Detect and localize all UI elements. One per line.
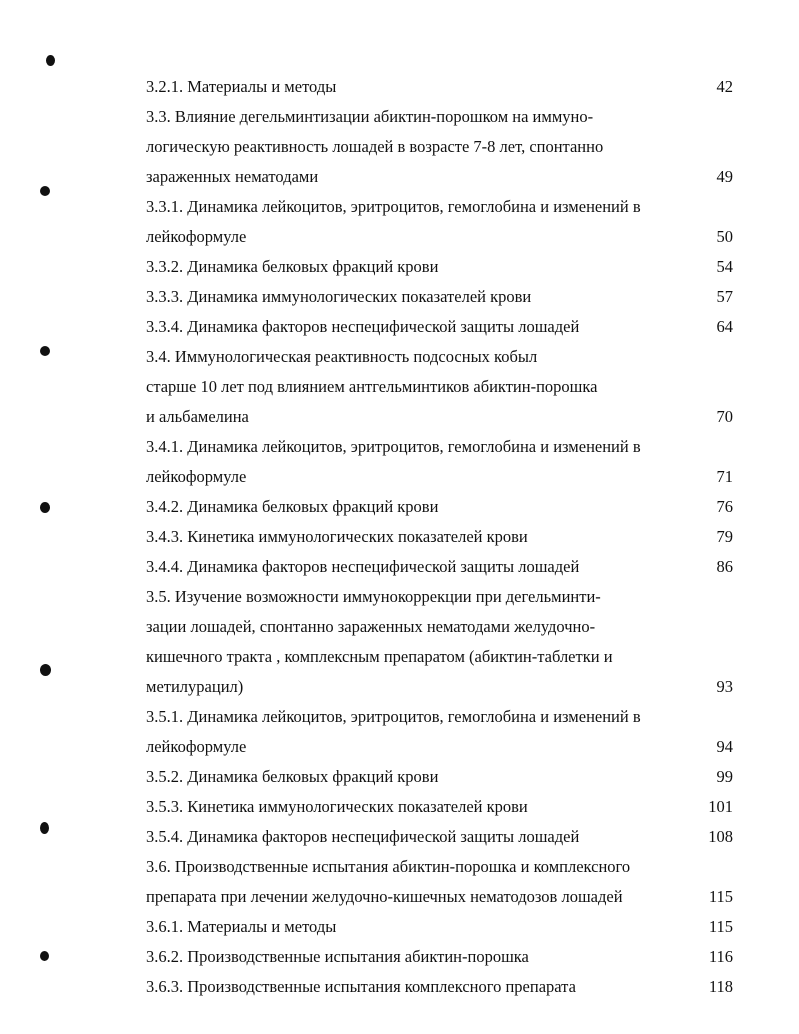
binding-hole [40, 186, 50, 196]
toc-entry-line: препарата при лечении желудочно-кишечных нематодозов лошадей [146, 887, 623, 906]
toc-page-number: 76 [716, 497, 733, 516]
toc-page-number: 70 [716, 407, 733, 426]
toc-page-number: 93 [716, 677, 733, 696]
toc-entry-line: 3.2.1. Материалы и методы [146, 77, 337, 96]
toc-entry-line: логическую реактивность лошадей в возрасте 7-8 лет, спонтанно [146, 137, 604, 156]
toc-page-number: 71 [716, 467, 733, 486]
toc-entry-line: зации лошадей, спонтанно зараженных нематодами желудочно- [146, 617, 596, 636]
toc-entry-line: 3.5.4. Динамика факторов неспецифической защиты лошадей [146, 827, 580, 846]
toc-entry-line: метилурацил) [146, 677, 244, 696]
toc-page-number: 99 [716, 767, 733, 786]
toc-entry-line: 3.4.3. Кинетика иммунологических показателей крови [146, 527, 528, 546]
toc-entry-line: и альбамелина [146, 407, 249, 426]
toc-entry-line: 3.3.1. Динамика лейкоцитов, эритроцитов, гемоглобина и изменений в [146, 197, 641, 216]
toc-entry-line: лейкоформуле [146, 467, 247, 486]
binding-hole [46, 55, 55, 66]
toc-entry-line: 3.5. Изучение возможности иммунокоррекции при дегельминти- [146, 587, 601, 606]
toc-page-number: 49 [716, 167, 733, 186]
toc-entry-line: 3.4.2. Динамика белковых фракций крови [146, 497, 439, 516]
toc-entry-line: 3.5.3. Кинетика иммунологических показателей крови [146, 797, 528, 816]
toc-page-number: 57 [716, 287, 733, 306]
toc-entry-line: 3.4. Иммунологическая реактивность подсосных кобыл [146, 347, 538, 366]
binding-hole [40, 822, 49, 834]
toc-entry-line: 3.6.3. Производственные испытания комплексного препарата [146, 977, 576, 996]
toc-page-number: 54 [716, 257, 733, 276]
toc-page-number: 42 [716, 77, 733, 96]
toc-page-number: 94 [716, 737, 733, 756]
binding-hole [40, 951, 49, 961]
binding-hole [40, 664, 51, 676]
toc-entry-line: зараженных нематодами [146, 167, 319, 186]
toc-page-number: 115 [708, 887, 733, 906]
toc-page-number: 50 [716, 227, 733, 246]
toc-page-number: 86 [716, 557, 733, 576]
toc-entry-line: лейкоформуле [146, 227, 247, 246]
toc-entry-line: 3.6.1. Материалы и методы [146, 917, 337, 936]
toc-entry-line: 3.6.2. Производственные испытания абиктин-порошка [146, 947, 529, 966]
toc-page-number: 118 [708, 977, 733, 996]
toc-page-number: 108 [708, 827, 733, 846]
toc-page-number: 115 [708, 917, 733, 936]
toc-entry-line: 3.4.1. Динамика лейкоцитов, эритроцитов, гемоглобина и изменений в [146, 437, 641, 456]
toc-page-number: 101 [708, 797, 733, 816]
toc-entry-line: 3.3.3. Динамика иммунологических показателей крови [146, 287, 532, 306]
toc-entry-line: 3.5.2. Динамика белковых фракций крови [146, 767, 439, 786]
toc-entry-line: старше 10 лет под влиянием антгельминтиков абиктин-порошка [146, 377, 598, 396]
toc-entry-line: 3.4.4. Динамика факторов неспецифической защиты лошадей [146, 557, 580, 576]
toc-entry-line: 3.3.4. Динамика факторов неспецифической защиты лошадей [146, 317, 580, 336]
toc-entry-line: 3.6. Производственные испытания абиктин-порошка и комплексного [146, 857, 631, 876]
toc-entry-line: 3.3. Влияние дегельминтизации абиктин-порошком на иммуно- [146, 107, 594, 126]
toc-page-number: 64 [716, 317, 733, 336]
toc-page-number: 79 [716, 527, 733, 546]
toc-page-number: 116 [708, 947, 733, 966]
toc-entry-line: лейкоформуле [146, 737, 247, 756]
toc-entry-line: 3.5.1. Динамика лейкоцитов, эритроцитов, гемоглобина и изменений в [146, 707, 641, 726]
toc-entry-line: кишечного тракта , комплексным препаратом (абиктин-таблетки и [146, 647, 613, 666]
toc-entry-line: 3.3.2. Динамика белковых фракций крови [146, 257, 439, 276]
binding-hole [40, 346, 50, 356]
binding-hole [40, 502, 50, 513]
